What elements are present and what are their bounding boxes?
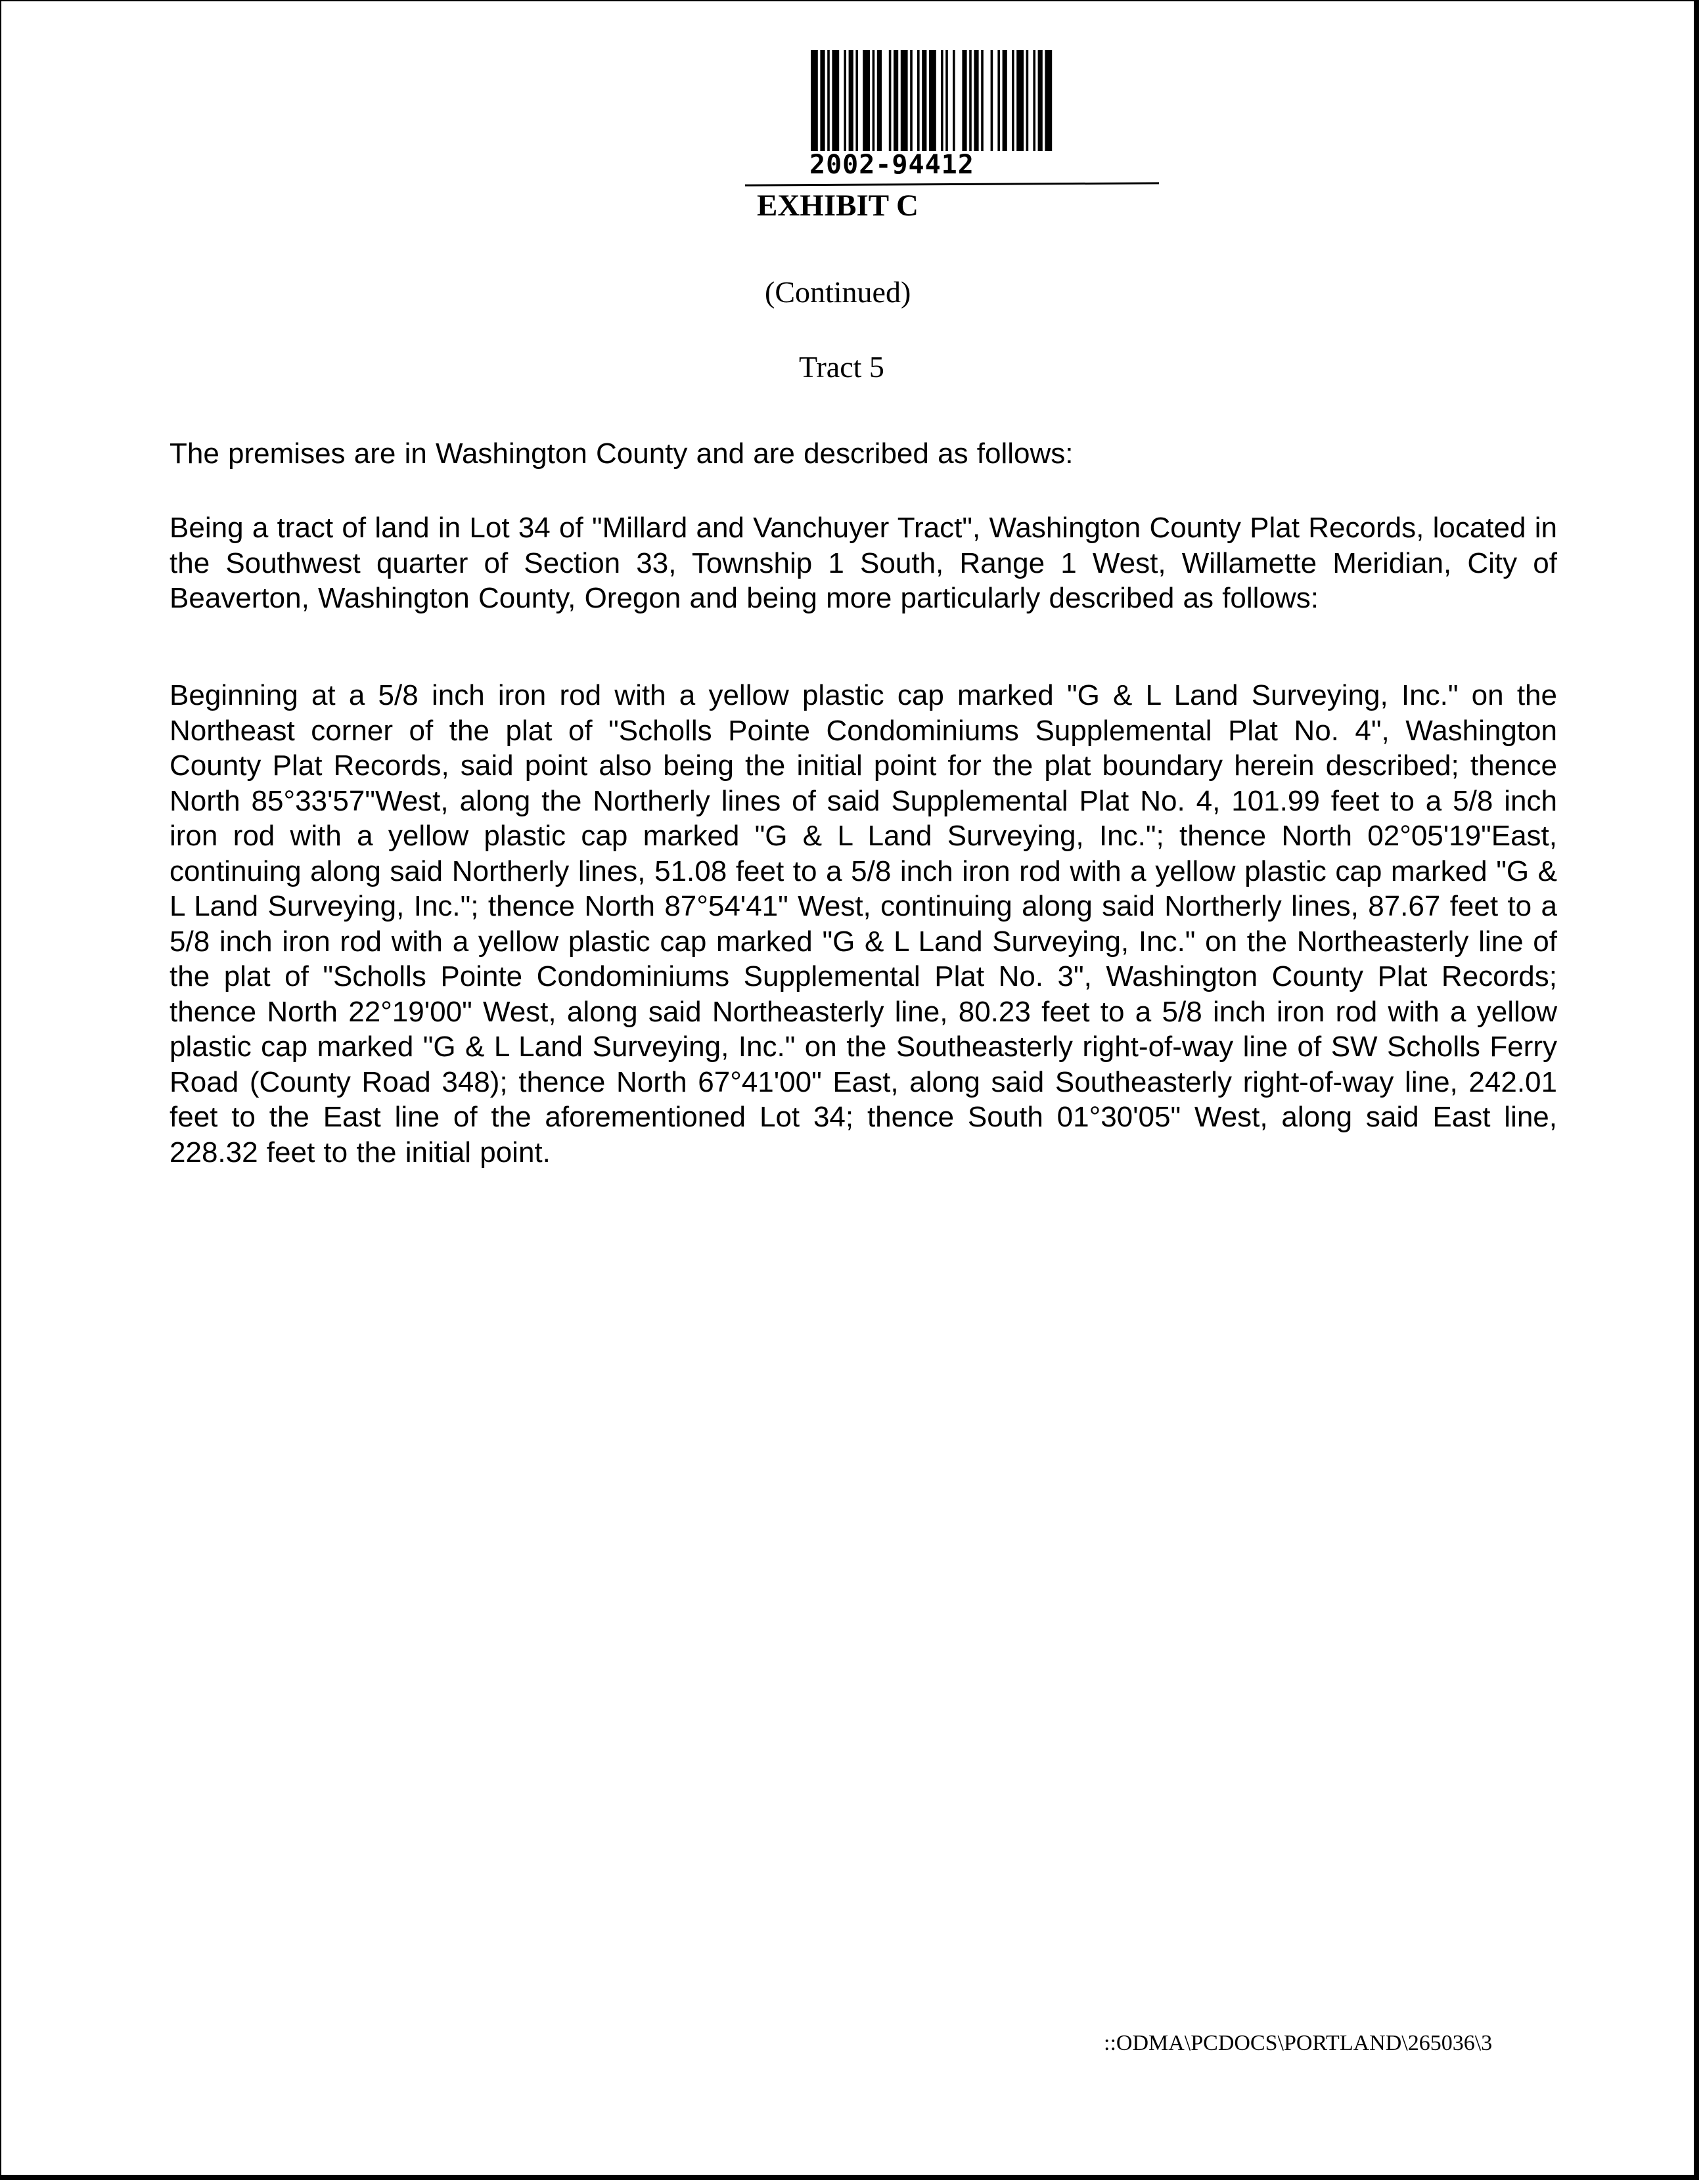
barcode-bar	[832, 50, 839, 151]
barcode-bar	[827, 50, 830, 151]
barcode-bar	[991, 50, 993, 151]
barcode-bar	[1026, 50, 1029, 151]
barcode-bar	[981, 50, 984, 151]
barcode-bar	[1003, 50, 1007, 151]
barcode	[809, 50, 1108, 148]
tract-location-paragraph: Being a tract of land in Lot 34 of "Millard and Vanchuyer Tract", Washington County Plat Records, located in the Southwest quarter of Section 33, Township 1 South, Range 1 West, Willamette Meridian, City of Beaverton, Washington County, Oregon and being more particularly described as follows:	[170, 512, 1557, 614]
barcode-bar	[941, 50, 943, 151]
barcode-bar	[844, 50, 846, 151]
barcode-bar	[917, 50, 920, 151]
barcode-bar	[1038, 50, 1043, 151]
barcode-bar	[953, 50, 955, 151]
boundary-description-paragraph: Beginning at a 5/8 inch iron rod with a yellow plastic cap marked "G & L Land Surveying, Inc." on the Northeast corner of the plat of "Scholls Pointe Condominiums Supplemental Plat No. 4", Washington County Plat Records, said point also being the initial point for the plat boundary herein described; thence North 85°33'57"West, along the Northerly lines of said Supplemental Plat No. 4, 101.99 feet to a 5/8 inch iron rod with a yellow plastic cap marked "G & L Land Surveying, Inc."; thence North 02°05'19"East, continuing along said Northerly lines, 51.08 feet to a 5/8 inch iron rod with a yellow plastic cap marked "G & L Land Surveying, Inc."; thence North 87°54'41" West, continuing along said Northerly lines, 87.67 feet to a 5/8 inch iron rod with a yellow plastic cap marked "G & L Land Surveying, Inc." on the Northeasterly line of the plat of "Scholls Pointe Condominiums Supplemental Plat No. 3", Washington County Plat Records; thence North 22°19'00" West, along said Northeasterly line, 80.23 feet to a 5/8 inch iron rod with a yellow plastic cap marked "G & L Land Surveying, Inc." on the Southeasterly right-of-way line of SW Scholls Ferry Road (County Road 348); thence North 67°41'00" East, along said Southeasterly right-of-way line, 242.01 feet to the East line of the aforementioned Lot 34; thence South 01°30'05" West, along said East line, 228.32 feet to the initial point.	[170, 679, 1557, 1169]
barcode-bar	[811, 50, 818, 151]
barcode-bar	[945, 50, 948, 151]
barcode-bar	[849, 50, 853, 151]
barcode-bar	[855, 50, 858, 151]
barcode-bar	[863, 50, 870, 151]
barcode-bar	[901, 50, 908, 151]
barcode-bar	[1045, 50, 1052, 151]
intro-paragraph: The premises are in Washington County and are described as follows:	[170, 437, 1074, 470]
barcode-bar	[889, 50, 892, 151]
barcode-bar	[1016, 50, 1024, 151]
barcode-bar	[962, 50, 966, 151]
barcode-bar	[997, 50, 1000, 151]
barcode-number: 2002-94412	[809, 150, 974, 180]
barcode-bar	[820, 50, 825, 151]
document-path-footer: ::ODMA\PCDOCS\PORTLAND\265036\3	[1104, 2031, 1493, 2055]
barcode-bar	[969, 50, 972, 151]
barcode-bar	[894, 50, 898, 151]
barcode-bar	[1012, 50, 1014, 151]
barcode-bar	[1033, 50, 1035, 151]
barcode-bar	[873, 50, 875, 151]
barcode-bar	[910, 50, 913, 151]
barcode-bar	[922, 50, 926, 151]
tract-label: Tract 5	[799, 350, 884, 384]
continued-label: (Continued)	[765, 275, 911, 309]
exhibit-title: EXHIBIT C	[757, 189, 919, 223]
barcode-bar	[929, 50, 936, 151]
barcode-bar	[877, 50, 882, 151]
barcode-graphic	[809, 50, 1108, 154]
barcode-bar	[974, 50, 978, 151]
